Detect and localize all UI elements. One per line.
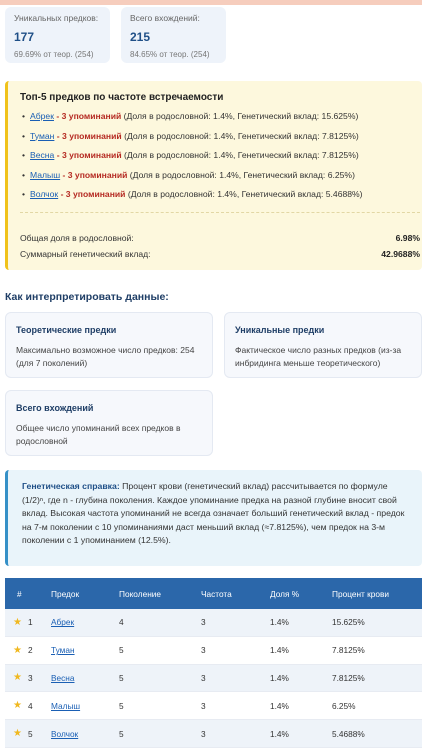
ancestor-details: (Доля в родословной: 1.4%, Генетический вклад: 5.4688%) bbox=[127, 189, 363, 199]
list-item bbox=[22, 131, 363, 151]
total-entries-card bbox=[121, 7, 226, 63]
unique-ancestors-info-card bbox=[224, 312, 422, 378]
ancestor-link[interactable]: Волчок bbox=[51, 728, 79, 739]
top5-panel bbox=[5, 81, 422, 270]
ancestor-details: (Доля в родословной: 1.4%, Генетический вклад: 6.25%) bbox=[129, 169, 355, 180]
list-item bbox=[22, 150, 363, 170]
star-icon: ★ bbox=[13, 616, 22, 628]
blood-cell: 7.8125% bbox=[332, 645, 365, 656]
table-header bbox=[5, 578, 422, 609]
theoretical-ancestors-card bbox=[5, 312, 213, 378]
share-cell: 1.4% bbox=[270, 728, 289, 739]
rank-cell bbox=[5, 700, 51, 711]
list-item bbox=[22, 111, 363, 131]
share-value: 6.98% bbox=[395, 233, 420, 243]
mention-count: - 3 упоминаний bbox=[60, 189, 126, 199]
ancestor-link[interactable]: Весна bbox=[30, 150, 55, 160]
table-row bbox=[5, 692, 422, 720]
col-header-frequency[interactable]: Частота bbox=[201, 588, 232, 599]
bullet: • bbox=[22, 130, 26, 141]
mention-count: - 3 упоминаний bbox=[56, 130, 122, 141]
ancestor-link[interactable]: Абрек bbox=[51, 617, 75, 628]
unique-ancestors-sub: 69.69% от теор. (254) bbox=[14, 50, 94, 59]
generation-cell: 4 bbox=[119, 617, 124, 628]
list-item bbox=[22, 170, 363, 190]
interpret-title: Как интерпретировать данные: bbox=[5, 291, 169, 303]
mention-count: - 3 упоминаний bbox=[56, 150, 122, 160]
blood-cell: 15.625% bbox=[332, 617, 365, 628]
bullet: • bbox=[22, 169, 26, 180]
star-icon: ★ bbox=[13, 700, 22, 712]
ancestor-link[interactable]: Весна bbox=[51, 672, 75, 683]
frequency-cell: 3 bbox=[201, 728, 206, 739]
rank-number: 4 bbox=[27, 700, 33, 711]
bullet: • bbox=[22, 111, 26, 121]
bullet: • bbox=[22, 189, 26, 199]
ancestor-details: (Доля в родословной: 1.4%, Генетический вклад: 7.8125%) bbox=[124, 130, 359, 141]
share-row bbox=[20, 233, 420, 243]
unique-ancestors-card bbox=[5, 7, 110, 63]
ancestor-cell bbox=[51, 673, 119, 683]
share-cell: 1.4% bbox=[270, 645, 289, 656]
rank-cell bbox=[5, 645, 51, 656]
star-icon: ★ bbox=[13, 644, 22, 656]
generation-cell: 5 bbox=[119, 728, 124, 739]
rank-number: 5 bbox=[27, 728, 33, 739]
unique-ancestors-value: 177 bbox=[14, 30, 35, 44]
ancestor-link[interactable]: Туман bbox=[51, 645, 75, 656]
star-icon: ★ bbox=[13, 672, 22, 684]
card-title: Теоретические предки bbox=[16, 325, 117, 335]
total-entries-value: 215 bbox=[130, 30, 151, 44]
card-description: Общее число упоминаний всех предков в родословной bbox=[16, 423, 181, 446]
col-header-generation[interactable]: Поколение bbox=[119, 588, 162, 599]
card-title: Всего вхождений bbox=[16, 403, 94, 413]
ancestor-cell bbox=[51, 617, 119, 627]
genetic-note-text: Процент крови (генетический вклад) рассчитывается по формуле (1/2)ⁿ, где n - глубина поколения. Каждое упоминание предка на разной глубине вносит свой вклад. Высокая частота упоминаний не всегда означает больший генетический вклад - предок на 7-м поколении с 10 упоминаниями даст меньший вклад (≈7.8125%), чем предок на 3-м поколении с 1 упоминанием (12.5%). bbox=[22, 481, 405, 546]
rank-cell bbox=[5, 728, 51, 739]
col-header-ancestor[interactable]: Предок bbox=[51, 588, 80, 599]
ancestor-link[interactable]: Малыш bbox=[30, 169, 61, 180]
mention-count: - 3 упоминаний bbox=[56, 111, 122, 121]
rank-cell bbox=[5, 617, 51, 628]
generation-cell: 5 bbox=[119, 645, 124, 656]
col-header-share[interactable]: Доля % bbox=[270, 588, 300, 599]
frequency-cell: 3 bbox=[201, 672, 206, 683]
share-cell: 1.4% bbox=[270, 672, 289, 683]
genetic-note bbox=[5, 470, 422, 566]
rank-number: 2 bbox=[27, 645, 33, 656]
ancestor-link[interactable]: Абрек bbox=[30, 111, 54, 121]
generation-cell: 5 bbox=[119, 700, 124, 711]
rank-number: 3 bbox=[27, 672, 33, 683]
col-header-num[interactable]: # bbox=[17, 588, 22, 599]
table-row bbox=[5, 665, 422, 693]
generation-cell: 5 bbox=[119, 672, 124, 683]
total-entries-sub: 84.65% от теор. (254) bbox=[130, 50, 210, 59]
ancestor-link[interactable]: Малыш bbox=[51, 700, 81, 711]
share-cell: 1.4% bbox=[270, 700, 289, 711]
total-entries-info-card bbox=[5, 390, 213, 456]
contribution-row bbox=[20, 249, 420, 259]
share-cell: 1.4% bbox=[270, 617, 289, 628]
ancestor-cell bbox=[51, 701, 119, 711]
total-entries-label: Всего вхождений: bbox=[130, 13, 200, 23]
bullet: • bbox=[22, 150, 26, 160]
ancestors-table bbox=[5, 578, 422, 748]
top5-list bbox=[22, 111, 363, 209]
ancestor-cell bbox=[51, 645, 119, 655]
mention-count: - 3 упоминаний bbox=[62, 169, 128, 180]
ancestor-details: (Доля в родословной: 1.4%, Генетический вклад: 15.625%) bbox=[123, 111, 359, 121]
contribution-value: 42.9688% bbox=[381, 249, 420, 259]
rank-cell bbox=[5, 672, 51, 683]
table-row bbox=[5, 609, 422, 637]
frequency-cell: 3 bbox=[201, 645, 206, 656]
table-row bbox=[5, 720, 422, 748]
unique-ancestors-label: Уникальных предков: bbox=[14, 13, 99, 23]
ancestor-link[interactable]: Волчок bbox=[30, 189, 59, 199]
card-title: Уникальные предки bbox=[235, 325, 325, 335]
divider bbox=[20, 212, 420, 213]
col-header-blood[interactable]: Процент крови bbox=[332, 588, 390, 599]
list-item bbox=[22, 189, 363, 209]
table-row bbox=[5, 637, 422, 665]
frequency-cell: 3 bbox=[201, 617, 206, 628]
blood-cell: 6.25% bbox=[332, 700, 356, 711]
ancestor-link[interactable]: Туман bbox=[30, 130, 55, 141]
blood-cell: 7.8125% bbox=[332, 672, 365, 683]
contribution-label: Суммарный генетический вклад: bbox=[20, 249, 151, 259]
ancestor-cell bbox=[51, 729, 119, 739]
star-icon: ★ bbox=[13, 728, 22, 740]
rank-number: 1 bbox=[27, 617, 33, 628]
frequency-cell: 3 bbox=[201, 700, 206, 711]
share-label: Общая доля в родословной: bbox=[20, 233, 134, 243]
top-border bbox=[0, 0, 422, 5]
blood-cell: 5.4688% bbox=[332, 728, 365, 739]
top5-title: Топ-5 предков по частоте встречаемости bbox=[20, 92, 224, 103]
ancestor-details: (Доля в родословной: 1.4%, Генетический вклад: 7.8125%) bbox=[124, 150, 359, 160]
card-description: Фактическое число разных предков (из-за инбридинга меньше теоретического) bbox=[235, 345, 402, 368]
card-description: Максимально возможное число предков: 254 (для 7 поколений) bbox=[16, 345, 195, 368]
genetic-note-label: Генетическая справка: bbox=[22, 481, 120, 491]
